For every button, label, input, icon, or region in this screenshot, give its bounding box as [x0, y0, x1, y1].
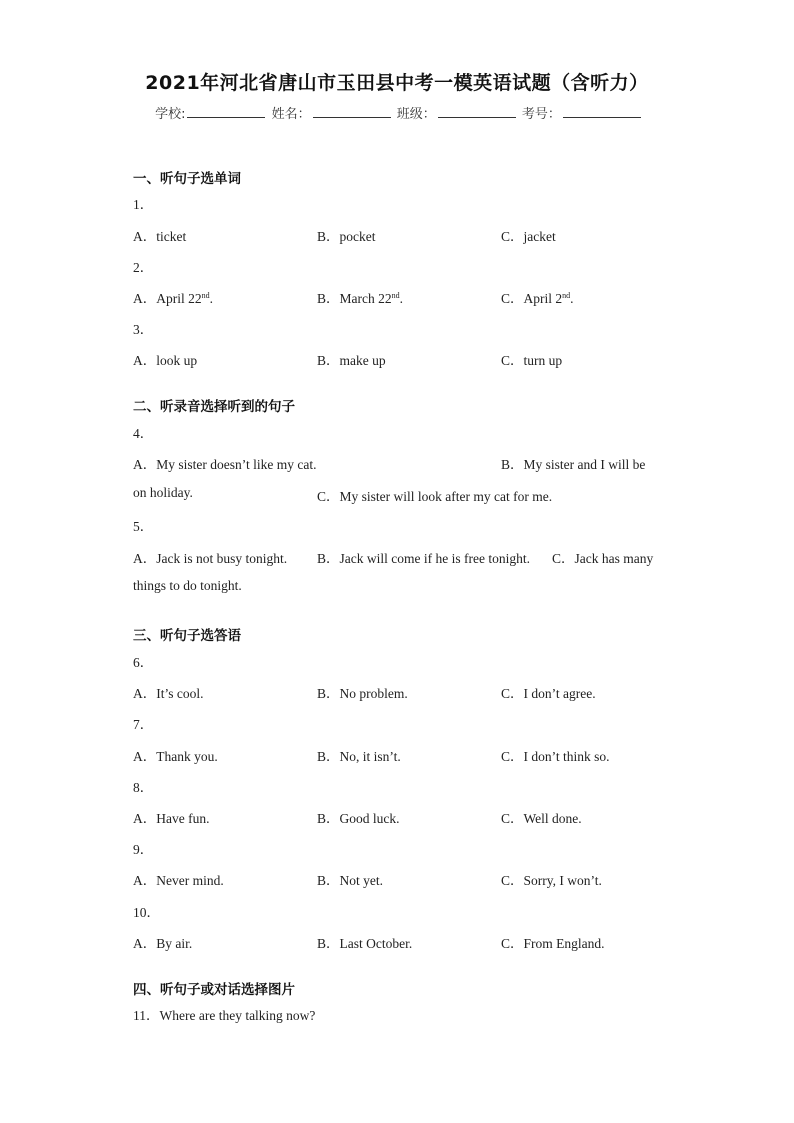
q2-option-c-text: C．April 2	[501, 291, 563, 306]
q6-option-c: C．I don’t agree.	[501, 686, 596, 701]
q3-option-c: C．turn up	[501, 353, 563, 368]
q8-option-a: A．Have fun.	[133, 811, 210, 826]
q7-option-b: B．No, it isn’t.	[317, 749, 401, 764]
q5-option-c-wrap: things to do tonight.	[133, 578, 242, 593]
q2-option-c	[501, 287, 574, 307]
q2-option-b-tail: .	[399, 291, 403, 306]
q10-option-c: C．From England.	[501, 936, 605, 951]
q9-option-c: C．Sorry, I won’t.	[501, 873, 602, 888]
student-info-line	[0, 103, 794, 122]
q2-option-c-sup: nd	[562, 291, 571, 300]
q9-option-b: B．Not yet.	[317, 873, 383, 888]
q4-option-a: A．My sister doesn’t like my cat.	[133, 457, 317, 472]
q6-option-a: A．It’s cool.	[133, 686, 204, 701]
exam-number-blank	[563, 105, 641, 118]
q8-option-b: B．Good luck.	[317, 811, 400, 826]
school-blank	[187, 105, 265, 118]
school-label: 学校:	[155, 107, 186, 122]
q8-option-c: C．Well done.	[501, 811, 582, 826]
q3-option-a: A．look up	[133, 353, 198, 368]
q4-option-c: C．My sister will look after my cat for me.	[317, 489, 553, 504]
q4-option-b: B．My sister and I will be	[501, 457, 646, 472]
question-number-6: 6．	[133, 655, 154, 670]
q2-option-a-text: A．April 22	[133, 291, 202, 306]
class-label: 班级：	[396, 107, 436, 122]
q7-option-c: C．I don’t think so.	[501, 749, 610, 764]
q6-option-b: B．No problem.	[317, 686, 408, 701]
q2-option-b-sup: nd	[391, 291, 400, 300]
question-number-8: 8．	[133, 780, 154, 795]
section-heading-1: 一、听句子选单词	[133, 171, 241, 187]
section-heading-4: 四、听句子或对话选择图片	[133, 982, 295, 998]
q10-option-a: A．By air.	[133, 936, 193, 951]
question-number-3: 3．	[133, 322, 154, 337]
question-number-2: 2．	[133, 260, 154, 275]
class-blank	[438, 105, 516, 118]
q5-option-c: C．Jack has many	[552, 551, 654, 566]
section-heading-3: 三、听句子选答语	[133, 628, 241, 644]
q2-option-a-tail: .	[209, 291, 213, 306]
q1-option-a: A．ticket	[133, 229, 187, 244]
q5-option-b: B．Jack will come if he is free tonight.	[317, 551, 530, 566]
name-blank	[313, 105, 391, 118]
question-11: 11．Where are they talking now?	[133, 1008, 316, 1023]
q1-option-c: C．jacket	[501, 229, 556, 244]
question-number-1: 1．	[133, 197, 154, 212]
section-heading-2: 二、听录音选择听到的句子	[133, 399, 295, 415]
page-title: 2021年河北省唐山市玉田县中考一模英语试题（含听力）	[145, 72, 649, 94]
q5-option-a: A．Jack is not busy tonight.	[133, 551, 288, 566]
q10-option-b: B．Last October.	[317, 936, 413, 951]
q3-option-b: B．make up	[317, 353, 386, 368]
q2-option-b	[317, 287, 403, 307]
q1-option-b: B．pocket	[317, 229, 376, 244]
q2-option-a-sup: nd	[201, 291, 210, 300]
q2-option-a	[133, 287, 213, 307]
q9-option-a: A．Never mind.	[133, 873, 224, 888]
question-number-7: 7．	[133, 717, 154, 732]
q7-option-a: A．Thank you.	[133, 749, 218, 764]
question-number-5: 5．	[133, 519, 154, 534]
q4-option-b-wrap: on holiday.	[133, 485, 193, 500]
question-number-4: 4．	[133, 426, 154, 441]
question-number-9: 9．	[133, 842, 154, 857]
q2-option-b-text: B．March 22	[317, 291, 392, 306]
name-label: 姓名：	[271, 107, 311, 122]
question-number-10: 10．	[133, 905, 160, 920]
q2-option-c-tail: .	[570, 291, 574, 306]
exam-number-label: 考号：	[521, 107, 561, 122]
